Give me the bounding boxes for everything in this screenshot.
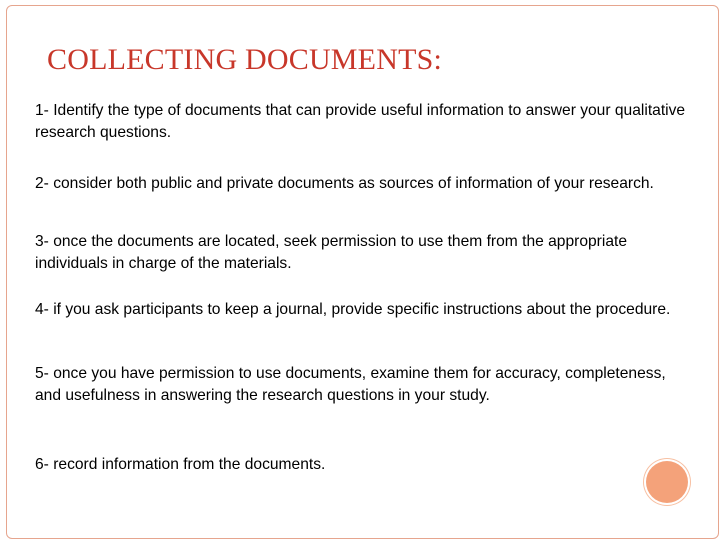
step-item-3: 3- once the documents are located, seek permission to use them from the appropriate individuals in charge of the materials. — [35, 233, 628, 272]
step-item-4: 4- if you ask participants to keep a journal, provide specific instructions about the procedure. — [35, 301, 671, 318]
step-item-6: 6- record information from the documents. — [35, 456, 326, 473]
decorative-circle — [646, 461, 688, 503]
step-item-1: 1- Identify the type of documents that can provide useful information to answer your qualitative research questions. — [35, 102, 686, 141]
step-item-5: 5- once you have permission to use documents, examine them for accuracy, completeness, and usefulness in answering the research questions in your study. — [35, 365, 666, 404]
slide-title: COLLECTING DOCUMENTS: — [47, 43, 443, 76]
step-item-2: 2- consider both public and private documents as sources of information of your research. — [35, 175, 654, 192]
